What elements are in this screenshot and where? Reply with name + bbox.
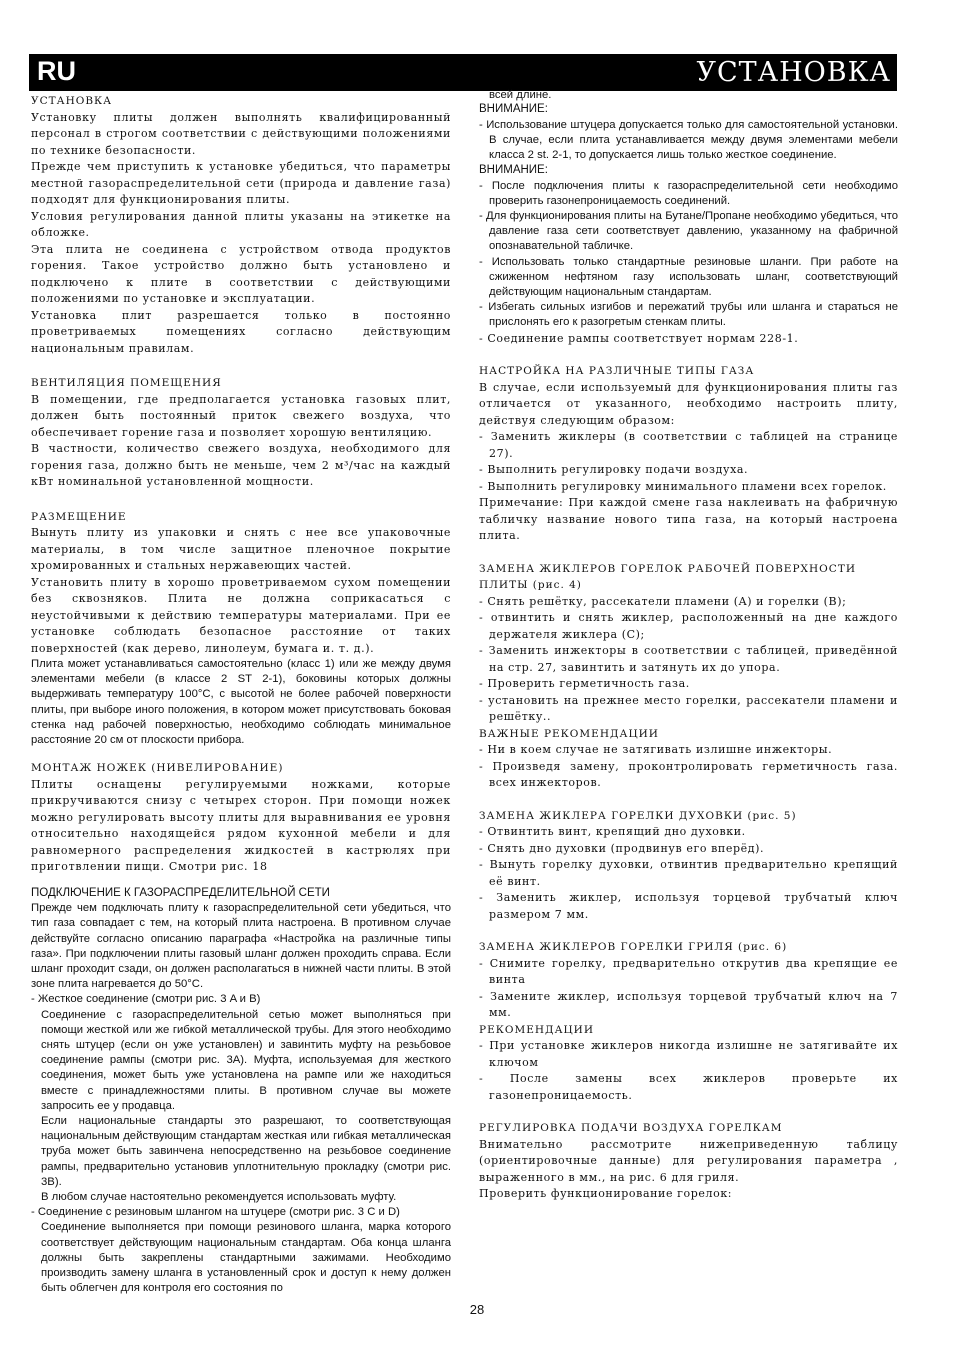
section-heading: ВЕНТИЛЯЦИЯ ПОМЕЩЕНИЯ: [31, 377, 222, 389]
paragraph: Примечание: При каждой смене газа наклеивать на фабричную табличку название нового типа газа, на который настроена плита.: [479, 496, 898, 543]
page-title: УСТАНОВКА: [696, 57, 891, 88]
section-heading: НАСТРОЙКА НА РАЗЛИЧНЫЕ ТИПЫ ГАЗА: [479, 365, 755, 378]
list-item: - Отвинтить винт, крепящий дно духовки.: [479, 825, 746, 839]
paragraph: Установить плиту в хорошо проветриваемом сухом помещении без сквозняков. Плита не должна соприкасаться с неустойчивыми к действию температуры материалами. При ее установке соблюдать безопасное расстояние от таких поверхностей (как дерево, линолеум, бумага и. т. д.).: [31, 575, 451, 655]
list-item: - При установке жиклеров никогда излишне не затягивайте их ключом: [479, 1039, 898, 1069]
paragraph: В случае, если используемый для функционирования плиты газ отличается от указанного, необходимо настроить плиту, действуя следующим образом:: [479, 380, 898, 427]
paragraph: Эта плита не соединена с устройством отвода продуктов горения. Такое устройство должно быть установлено и подключено к плите в соответствии с действующими положениями по установке и эксплуатации.: [31, 242, 451, 305]
section-heading: ВНИМАНИЕ:: [479, 103, 548, 115]
list-item: - После подключения плиты к газораспределительной сети необходимо проверить газонепроницаемость соединений.: [479, 179, 898, 207]
section-heading: РЕГУЛИРОВКА ПОДАЧИ ВОЗДУХА ГОРЕЛКАМ: [479, 1122, 783, 1135]
paragraph: Внимательно рассмотрите нижеприведенную таблицу (ориентировочные данные) для регулирования параметра , выраженного в мм., на рис. 6 для гриля.: [479, 1137, 898, 1184]
list-item: - Избегать сильных изгибов и пережатий трубы или шланга и стараться не прислонять его к разогретым стенкам плиты.: [479, 301, 898, 329]
paragraph: Соединение с газораспределительной сетью может выполняться при помощи жесткой или же гибкой металлической трубы. Для этого необходимо снять штуцер (если он уже установлен) и завинтить муфту на резьбовое соединение рампы (смотри рис. 3A). Муфта, используемая для жесткого соединения, может быть уже установлена на рампе или же находиться вместе с принадлежностями плиты. В противном случае вы можете запросить ее у продавца.: [41, 1008, 451, 1112]
paragraph: Проверить функционирование горелок:: [479, 1187, 733, 1201]
section-heading: ВАЖНЫЕ РЕКОМЕНДАЦИИ: [479, 727, 659, 740]
list-item: - установить на прежнее место горелки, рассекатели пламени и решётку..: [479, 693, 898, 724]
list-item: - После замены всех жиклеров проверьте их газонепроницаемость.: [479, 1072, 898, 1102]
list-item: - Произведя замену, проконтролировать герметичность газа. всех инжекторов.: [479, 759, 898, 790]
list-item: - Использовать только стандартные резиновые шланги. При работе на сжиженном нефтяном газу использовать шланг, соответствующий действующим национальным стандартам.: [479, 255, 898, 299]
list-item: - Ни в коем случае не затягивать излишне инжекторы.: [479, 743, 833, 757]
list-item: - Заменить жиклеры (в соответствии с таблицей на странице 27).: [479, 430, 898, 460]
section-heading: УСТАНОВКА: [31, 95, 113, 107]
paragraph: В помещении, где предполагается установка газовых плит, должен быть постоянный приток свежего воздуха, что обеспечивает горение газа и позволяет хорошую вентиляцию.: [31, 392, 451, 439]
section-heading: РАЗМЕЩЕНИЕ: [31, 510, 127, 523]
list-item: - Жесткое соединение (смотри рис. 3 A и B): [31, 993, 261, 1006]
paragraph: В любом случае настоятельно рекомендуется использовать муфту.: [41, 1191, 397, 1204]
paragraph: В частности, количество свежего воздуха, необходимого для горения газа, должно быть не меньше, чем 2 м³/час на каждый кВт номинальной установленной мощности.: [31, 442, 451, 488]
paragraph: Плиты оснащены регулируемыми ножками, которые прикручиваются снизу с четырех сторон. При помощи ножек можно регулировать высоту плиты для выравнивания ее уровня относительно находящейся рядом кухонной мебели и для равномерного распределения жидкостей в кастрюлях при приготвлении пищи. Смотри рис. 18: [31, 777, 451, 874]
left-column: [31, 93, 451, 1297]
paragraph: Установку плиты должен выполнять квалифицированный персонал в строгом соответствии с действующими положениями по технике безопасности.: [31, 110, 451, 157]
paragraph: Вынуть плиту из упаковки и снять с нее все упаковочные материалы, в том числе защитное пленочное покрытие хромированных и стальных нержавеющих частей.: [31, 526, 451, 572]
paragraph: всей длине.: [489, 89, 552, 101]
paragraph: Если национальные стандарты это разрешают, то соответствующая национальным действующим стандартам жесткая или гибкая металлическая труба может быть завинчена непосредственно на резьбовое соединение рампы, предварительно установив уплотнительную прокладку (смотри рис. 3B).: [41, 1115, 451, 1188]
section-heading: ПОДКЛЮЧЕНИЕ К ГАЗОРАСПРЕДЕЛИТЕЛЬНОЙ СЕТИ: [31, 886, 330, 899]
list-item: - Заменить инжекторы в соответствии с таблицей, приведённой на стр. 27, завинтить и затянуть их до упора.: [479, 644, 898, 674]
list-item: - Снимите горелку, предварительно открутив два крепящие ее винта: [479, 956, 898, 987]
section-heading: ВНИМАНИЕ:: [479, 164, 548, 177]
right-column: [479, 89, 898, 1203]
list-item: - Выполнить регулировку подачи воздуха.: [479, 463, 749, 477]
page-header: [29, 54, 897, 91]
language-code: RU: [37, 56, 76, 86]
list-item: - отвинтить и снять жиклер, расположенный на дне каждого держателя жиклера (C);: [479, 611, 898, 641]
list-item: - Выполнить регулировку минимального пламени всех горелок.: [479, 479, 887, 493]
list-item: - Проверить герметичность газа.: [479, 677, 690, 691]
paragraph: Соединение выполняется при помощи резинового шланга, марка которого соответствует действующим национальным стандартам. Оба конца шланга должны быть закреплены стандартными зажимами. Необходимо производить замену шланга в установленный срок и доступ к нему должен быть облегчен для контроля его состояния по: [41, 1221, 451, 1295]
section-heading: ЗАМЕНА ЖИКЛЕРОВ ГОРЕЛОК РАБОЧЕЙ ПОВЕРХНОСТИ ПЛИТЫ (рис. 4): [479, 562, 856, 592]
section-heading: РЕКОМЕНДАЦИИ: [479, 1023, 594, 1036]
section-heading: ЗАМЕНА ЖИКЛЕРОВ ГОРЕЛКИ ГРИЛЯ (рис. 6): [479, 941, 788, 954]
section-heading: МОНТАЖ НОЖЕК (НИВЕЛИРОВАНИЕ): [31, 762, 284, 775]
page-number: 28: [469, 1302, 485, 1317]
list-item: - Заменить жиклер, используя торцевой трубчатый ключ размером 7 мм.: [479, 891, 898, 921]
list-item: - Замените жиклер, используя торцевой трубчатый ключ на 7 мм.: [479, 989, 898, 1020]
paragraph: Плита может устанавливаться самостоятельно (класс 1) или же между двумя элементами мебели (в классе 2 ST 2-1), боковины которых должны выдерживать температуру 100°С, с высотой не более рабочей поверхности плиты, при выборе иного положения, в котором может присутствовать боковая стенка над рабочей поверхностью, необходимо соблюдать минимальное расстояние 20 см от плоскости прибора.: [31, 658, 451, 747]
list-item: - Соединение рампы соответствует нормам 228-1.: [479, 331, 799, 345]
list-item: - Снять дно духовки (продвинув его вперёд).: [479, 841, 765, 855]
section-heading: ЗАМЕНА ЖИКЛЕРА ГОРЕЛКИ ДУХОВКИ (рис. 5): [479, 809, 797, 822]
paragraph: Прежде чем приступить к установке убедиться, что параметры местной газораспределительной сети (природа и давление газа) подходят для функционирования плиты.: [31, 160, 451, 206]
list-item: - Для функционирования плиты на Бутане/Пропане необходимо убедиться, что давление газа сети соответствует давлению, указанному на фабричной опознавательной табличке.: [479, 210, 898, 253]
paragraph: Условия регулирования данной плиты указаны на этикетке на обложке.: [31, 209, 451, 239]
paragraph: Установка плит разрешается только в постоянно проветриваемых помещениях согласно действующим национальным правилам.: [31, 308, 451, 355]
list-item: - Снять решётку, рассекатели пламени (A) и горелки (B);: [479, 594, 847, 608]
paragraph: Прежде чем подключать плиту к газораспределительной сети убедиться, что тип газа совпадает с тем, на который плита настроена. В противном случае действуйте согласно описанию параграфа «Настройка на различные типы газа». При подключении плиты газовый шланг должен проходить справа. Если шланг проходит сзади, он должен располагаться в нижней части плиты. В этой зоне плита нагревается до 50°С.: [31, 902, 451, 991]
list-item: - Соединение с резиновым шлангом на штуцере (смотри рис. 3 C и D): [31, 1206, 400, 1219]
list-item: - Использование штуцера допускается только для самостоятельной установки. В случае, если плита устанавливается между двумя элементами мебели класса 2 st. 2-1, то допускается лишь только жесткое соединение.: [479, 118, 898, 161]
list-item: - Вынуть горелку духовки, отвинтив предварительно крепящий её винт.: [479, 858, 898, 888]
